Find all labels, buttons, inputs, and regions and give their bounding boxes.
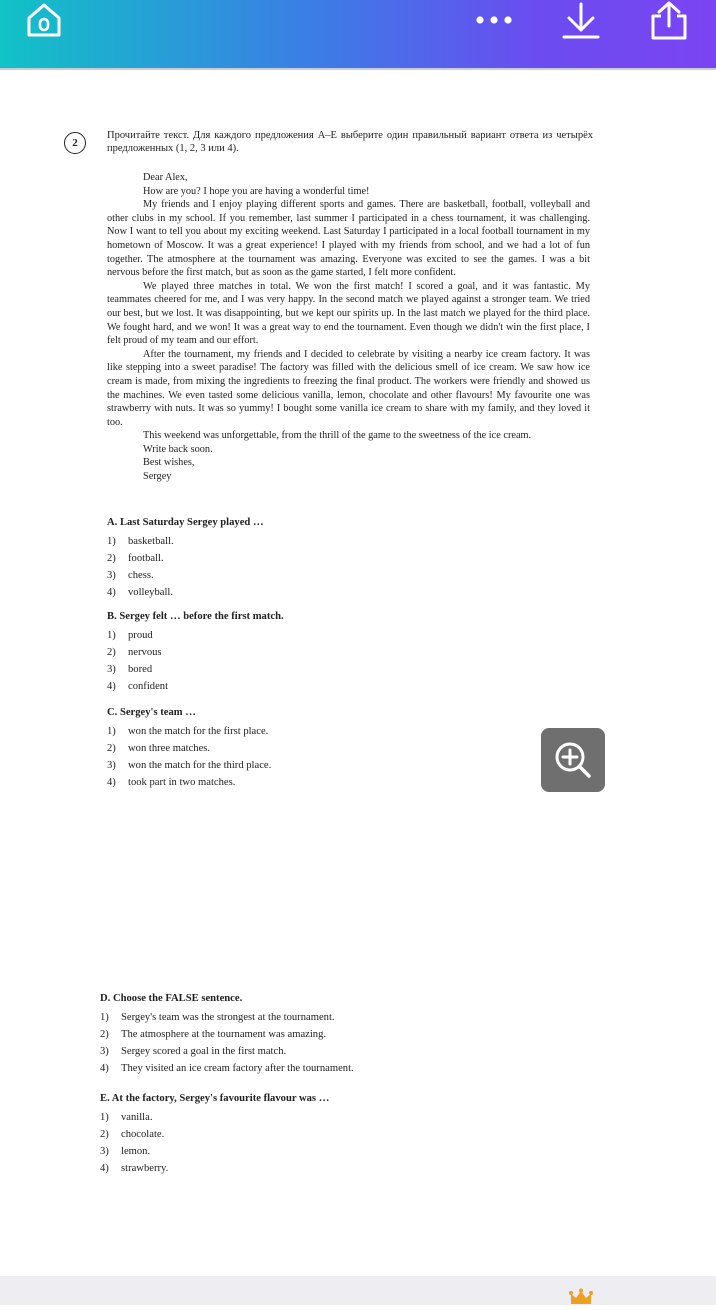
question-title: B. Sergey felt … before the first match.	[107, 611, 284, 622]
question-c	[107, 707, 271, 791]
answer-option: 2) The atmosphere at the tournament was amazing.	[100, 1029, 327, 1040]
question-title: E. At the factory, Sergey's favourite flavour was …	[100, 1093, 330, 1104]
zoom-in-icon	[551, 738, 595, 782]
letter-paragraph: This weekend was unforgettable, from the thrill of the game to the sweetness of the ice cream.	[143, 430, 532, 442]
question-title: D. Choose the FALSE sentence.	[100, 993, 243, 1004]
answer-option: 1) Sergey's team was the strongest at the tournament.	[100, 1012, 335, 1023]
answer-option: 4) volleyball.	[107, 587, 174, 598]
toolbar-divider	[0, 68, 716, 70]
question-title: C. Sergey's team …	[107, 707, 196, 718]
answer-option: 4) confident	[107, 681, 169, 692]
answer-option: 1) won the match for the first place.	[107, 726, 269, 737]
answer-option: 1) proud	[107, 630, 153, 641]
letter-paragraph: We played three matches in total. We won the first match! I scored a goal, and it was fantastic. My teammates cheered for me, and I was very happy. In the second match we played against a stronger team. We tried our best, but we lost. It was disappointing, but we kept our spirits up. In the last match we played for the third place. We fought hard, and we won! It was a great way to end the tournament. Even though we didn't win the first place, I felt proud of my team and our effort.	[107, 280, 590, 347]
top-toolbar	[0, 0, 716, 68]
answer-option: 1) basketball.	[107, 536, 174, 547]
answer-option: 2) nervous	[107, 647, 162, 658]
answer-option: 2) won three matches.	[107, 743, 211, 754]
question-d	[100, 993, 354, 1077]
answer-option: 2) chocolate.	[100, 1129, 165, 1140]
answer-option: 4) took part in two matches.	[107, 777, 236, 788]
task-number-badge: 2	[64, 132, 86, 154]
letter-paragraph: How are you? I hope you are having a wonderful time!	[143, 185, 370, 197]
answer-option: 3) won the match for the third place.	[107, 760, 272, 771]
answer-option: 3) bored	[107, 664, 153, 675]
letter-signature: Sergey	[143, 471, 172, 483]
answer-option: 3) chess.	[107, 570, 154, 581]
answer-option: 2) football.	[107, 553, 164, 564]
bottom-bar	[0, 1276, 716, 1305]
letter-text	[107, 171, 590, 484]
home-icon[interactable]	[22, 0, 66, 40]
more-dots-icon[interactable]	[470, 8, 518, 32]
answer-option: 1) vanilla.	[100, 1112, 153, 1123]
letter-paragraph: After the tournament, my friends and I decided to celebrate by visiting a nearby ice cream factory. It was like stepping into a sweet paradise! The factory was filled with the delicious smell of ice cream. We saw how ice cream is made, from mixing the ingredients to freezing the final product. The workers were friendly and showed us the machines. We even tasted some delicious vanilla, lemon, chocolate and other flavours! My favourite one was strawberry with nuts. It was so yummy! I bought some vanilla ice cream to share with my family, and they loved it too.	[107, 348, 590, 428]
question-a	[107, 517, 264, 601]
answer-option: 4) strawberry.	[100, 1163, 169, 1174]
letter-paragraph: My friends and I enjoy playing different sports and games. There are basketball, football, volleyball and other clubs in my school. If you remember, last summer I participated in a chess tournament, it was challenging. Now I want to tell you about my exciting weekend. Last Saturday I participated in a local football tournament in my hometown of Moscow. It was a great experience! I played with my friends from school, and we had a lot of fun together. The atmosphere at the tournament was amazing. Everyone was excited to see the games. I was a bit nervous before the first match, but as soon as the game started, I felt more confident.	[107, 199, 590, 279]
question-title: A. Last Saturday Sergey played …	[107, 517, 264, 528]
download-icon[interactable]	[558, 0, 604, 42]
answer-option: 3) lemon.	[100, 1146, 151, 1157]
zoom-in-button[interactable]	[541, 728, 605, 792]
answer-option: 3) Sergey scored a goal in the first match.	[100, 1046, 287, 1057]
task-instruction: Прочитайте текст. Для каждого предложения A–E выберите один правильный вариант ответа из четырёх предложенных (1, 2, 3 или 4).	[107, 130, 593, 154]
letter-greeting: Dear Alex,	[143, 172, 188, 183]
question-e	[100, 1093, 329, 1177]
answer-option: 4) They visited an ice cream factory after the tournament.	[100, 1063, 354, 1074]
crown-icon[interactable]	[569, 1288, 593, 1305]
letter-closing: Best wishes,	[143, 457, 195, 469]
share-icon[interactable]	[646, 0, 692, 42]
letter-paragraph: Write back soon.	[143, 443, 213, 455]
question-b	[107, 611, 284, 695]
